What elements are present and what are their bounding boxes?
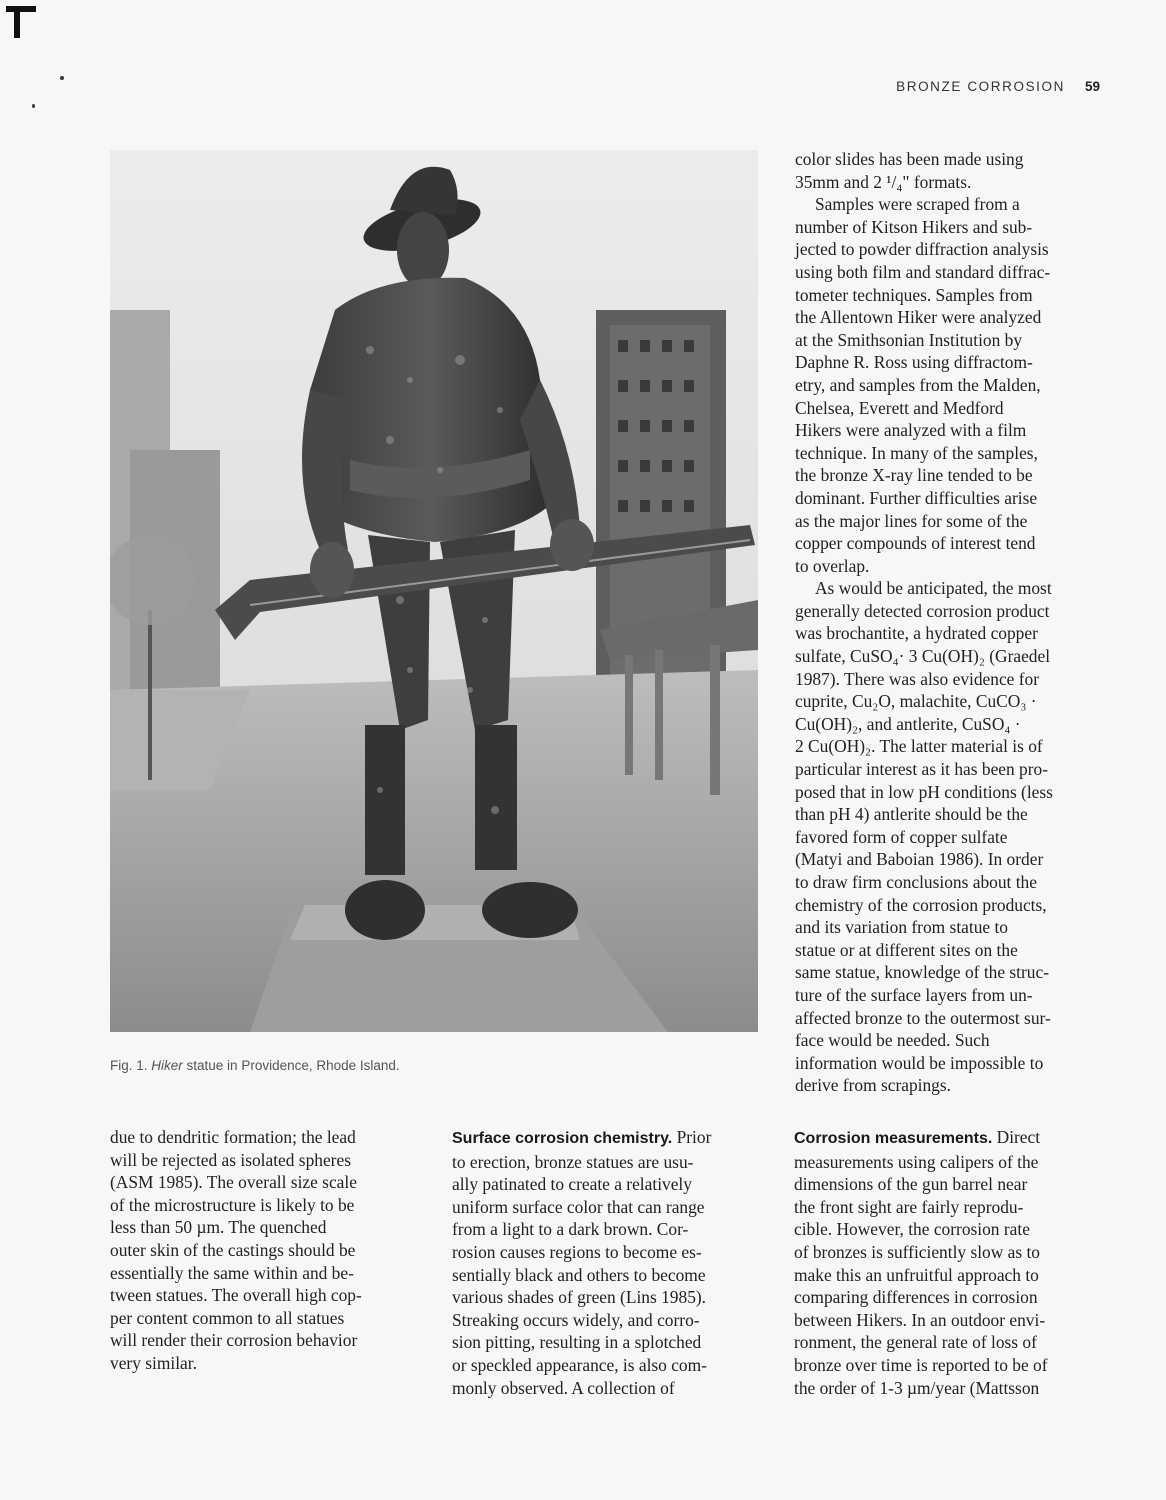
text-line: will render their corrosion behavior xyxy=(110,1330,358,1351)
text-line: 35mm and 2 ¹/₄" formats. xyxy=(795,171,972,192)
text-line: to draw firm conclusions about the xyxy=(795,872,1037,892)
text-line: (Matyi and Baboian 1986). In order xyxy=(795,849,1044,870)
text-line: Hikers were analyzed with a film xyxy=(795,420,1027,441)
text-line: favored form of copper sulfate xyxy=(795,826,1008,847)
text-line: Streaking occurs widely, and corro- xyxy=(452,1309,700,1330)
text-line: due to dendritic formation; the lead xyxy=(110,1127,356,1147)
running-title: BRONZE CORROSION xyxy=(896,79,1065,94)
text-line: per content common to all statues xyxy=(110,1307,345,1328)
section-heading-corrosion-measurements: Corrosion measurements. xyxy=(794,1130,993,1147)
text-line: jected to powder diffraction analysis xyxy=(795,239,1049,260)
text-line: measurements using calipers of the xyxy=(794,1151,1039,1172)
text-line: statue or at different sites on the xyxy=(795,939,1018,960)
text-line: of bronzes is sufficiently slow as to xyxy=(794,1241,1041,1262)
text-line: will be rejected as isolated spheres xyxy=(110,1149,351,1170)
scan-speck xyxy=(32,104,35,108)
text-line: make this an unfruitful approach to xyxy=(794,1264,1039,1285)
text-line: the bronze X-ray line tended to be xyxy=(795,465,1033,486)
text-line: of the microstructure is likely to be xyxy=(110,1194,355,1215)
crop-mark-stem xyxy=(14,10,20,38)
section-heading-surface-corrosion-chemistry: Surface corrosion chemistry. xyxy=(452,1130,673,1147)
text-line: from a light to a dark brown. Cor- xyxy=(452,1219,689,1240)
text-line: as the major lines for some of the xyxy=(795,510,1028,531)
bottom-column-3 xyxy=(794,1126,1094,1399)
text-line: was brochantite, a hydrated copper xyxy=(795,623,1038,644)
statue-photo-illustration xyxy=(110,150,758,1032)
section-heading-line xyxy=(452,1126,752,1151)
text-line: or speckled appearance, is also com- xyxy=(452,1354,707,1375)
crop-mark xyxy=(6,6,36,12)
scan-speck xyxy=(60,76,64,80)
bottom-column-2 xyxy=(452,1126,752,1399)
right-column-text xyxy=(795,148,1107,1097)
page-number: 59 xyxy=(1084,79,1100,94)
text-line: face would be needed. Such xyxy=(795,1030,990,1051)
text-line: uniform surface color that can range xyxy=(452,1196,705,1217)
text-line: to overlap. xyxy=(795,555,870,576)
text-line: the order of 1-3 µm/year (Mattsson xyxy=(794,1377,1040,1398)
text-line: Daphne R. Ross using diffractom- xyxy=(795,352,1033,373)
heading-line-rest: Prior xyxy=(672,1127,712,1147)
text-line: same statue, knowledge of the struc- xyxy=(795,962,1050,983)
text-line: dimensions of the gun barrel near xyxy=(794,1174,1028,1195)
text-line: sulfate, CuSO₄· 3 Cu(OH)₂ (Graedel xyxy=(795,646,1051,667)
caption-rest: statue in Providence, Rhode Island. xyxy=(182,1058,400,1073)
text-line: (ASM 1985). The overall size scale xyxy=(110,1172,357,1193)
text-line: information would be impossible to xyxy=(795,1052,1044,1073)
text-line: Chelsea, Everett and Medford xyxy=(795,397,1004,418)
text-line: chemistry of the corrosion products, xyxy=(795,894,1047,915)
text-line: outer skin of the castings should be xyxy=(110,1239,356,1260)
text-line: the Allentown Hiker were analyzed xyxy=(795,307,1042,328)
text-line: cuprite, Cu₂O, malachite, CuCO₃ · xyxy=(795,691,1037,712)
text-line: the front sight are fairly reprodu- xyxy=(794,1196,1024,1217)
hiker-statue-photo xyxy=(110,150,758,1032)
caption-italic: Hiker xyxy=(151,1058,183,1073)
text-line: copper compounds of interest tend xyxy=(795,533,1036,554)
text-line: cible. However, the corrosion rate xyxy=(794,1219,1030,1240)
text-line: ronment, the general rate of loss of xyxy=(794,1332,1037,1353)
text-line: comparing differences in corrosion xyxy=(794,1287,1038,1308)
text-line: than pH 4) antlerite should be the xyxy=(795,804,1028,825)
running-header xyxy=(896,79,1100,94)
text-line: various shades of green (Lins 1985). xyxy=(452,1287,707,1308)
text-line: between Hikers. In an outdoor envi- xyxy=(794,1309,1046,1330)
text-line: 2 Cu(OH)₂. The latter material is of xyxy=(795,736,1043,757)
text-line: tween statues. The overall high cop- xyxy=(110,1285,362,1306)
text-line: Samples were scraped from a xyxy=(815,194,1020,215)
text-line: rosion causes regions to become es- xyxy=(452,1241,702,1262)
text-line: less than 50 µm. The quenched xyxy=(110,1217,327,1238)
text-line: ally patinated to create a relatively xyxy=(452,1174,692,1195)
text-line: generally detected corrosion product xyxy=(795,600,1050,621)
text-line: derive from scrapings. xyxy=(795,1075,951,1096)
text-line: very similar. xyxy=(110,1352,197,1373)
text-line: bronze over time is reported to be of xyxy=(794,1354,1048,1375)
text-line: posed that in low pH conditions (less xyxy=(795,781,1053,802)
section-heading-line xyxy=(794,1126,1094,1151)
text-line: 1987). There was also evidence for xyxy=(795,668,1040,689)
text-line: at the Smithsonian Institution by xyxy=(795,329,1023,350)
text-line: essentially the same within and be- xyxy=(110,1262,354,1283)
text-line: particular interest as it has been pro- xyxy=(795,759,1049,780)
text-line: ture of the surface layers from un- xyxy=(795,984,1033,1005)
text-line: technique. In many of the samples, xyxy=(795,442,1038,463)
text-line: to erection, bronze statues are usu- xyxy=(452,1151,694,1172)
heading-line-rest: Direct xyxy=(992,1127,1041,1147)
text-line: and its variation from statue to xyxy=(795,917,1008,938)
text-line: etry, and samples from the Malden, xyxy=(795,374,1041,395)
text-line: affected bronze to the outermost sur- xyxy=(795,1007,1051,1028)
text-line: dominant. Further difficulties arise xyxy=(795,487,1038,508)
caption-prefix: Fig. 1. xyxy=(110,1058,152,1073)
text-line: color slides has been made using xyxy=(795,149,1024,169)
figure-caption xyxy=(110,1058,400,1073)
text-line: sentially black and others to become xyxy=(452,1264,706,1285)
text-line: monly observed. A collection of xyxy=(452,1377,675,1398)
text-line: As would be anticipated, the most xyxy=(815,578,1052,599)
text-line: tometer techniques. Samples from xyxy=(795,284,1033,305)
text-line: number of Kitson Hikers and sub- xyxy=(795,216,1033,237)
text-line: using both film and standard diffrac- xyxy=(795,261,1051,282)
text-line: sion pitting, resulting in a splotched xyxy=(452,1332,702,1353)
text-line: Cu(OH)₂, and antlerite, CuSO₄ · xyxy=(795,713,1021,734)
bottom-column-1 xyxy=(110,1126,410,1375)
